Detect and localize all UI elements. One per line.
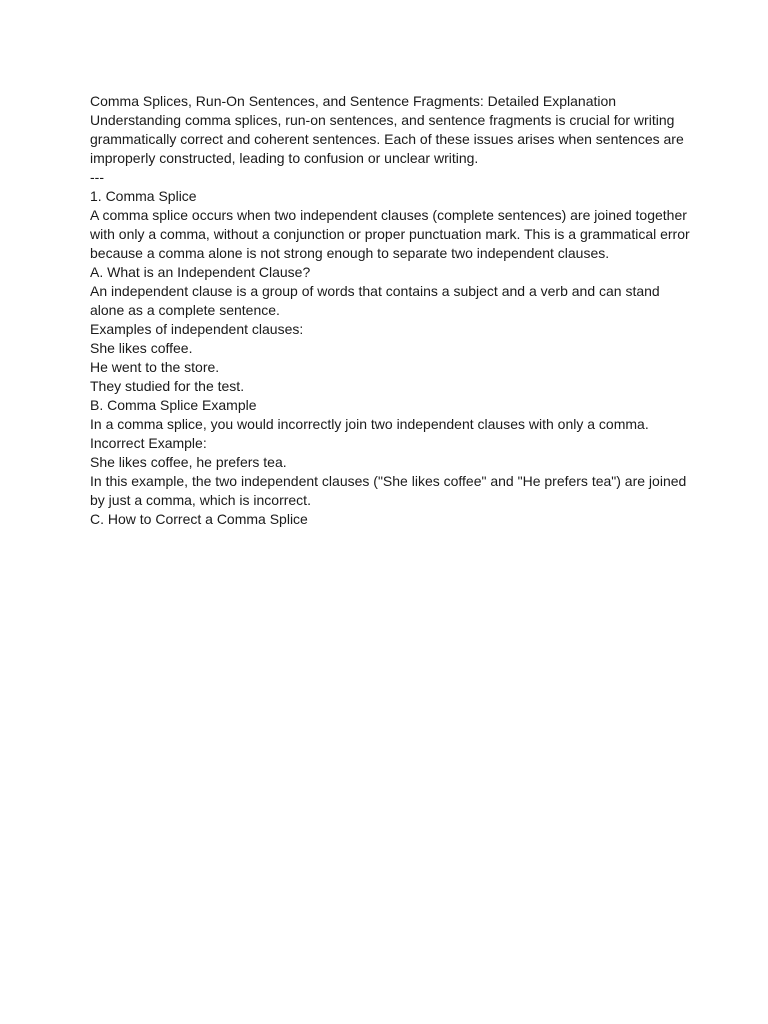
examples-label: Examples of independent clauses: [90, 321, 304, 337]
intro-paragraph: Understanding comma splices, run-on sentences, and sentence fragments is crucial for writing grammatically correct and coherent sentences. Each of these issues arises when sentences are improperly constructed, leading to confusion or unclear writing. [90, 112, 684, 166]
independent-clause-definition: An independent clause is a group of words that contains a subject and a verb and can stand alone as a complete sentence. [90, 283, 660, 318]
example-item: They studied for the test. [90, 378, 245, 394]
document-body [90, 92, 690, 529]
section-heading-comma-splice: 1. Comma Splice [90, 188, 197, 204]
subheading-independent-clause: A. What is an Independent Clause? [90, 264, 311, 280]
incorrect-example-label: Incorrect Example: [90, 435, 207, 451]
document-title: Comma Splices, Run-On Sentences, and Sentence Fragments: Detailed Explanation [90, 93, 617, 109]
incorrect-example: She likes coffee, he prefers tea. [90, 454, 287, 470]
section-separator: --- [90, 169, 104, 185]
subheading-comma-splice-example: B. Comma Splice Example [90, 397, 257, 413]
example-item: She likes coffee. [90, 340, 193, 356]
comma-splice-definition: A comma splice occurs when two independent clauses (complete sentences) are joined together with only a comma, without a conjunction or proper punctuation mark. This is a grammatical error because a comma alone is not strong enough to separate two independent clauses. [90, 207, 690, 261]
subheading-correct-comma-splice: C. How to Correct a Comma Splice [90, 511, 308, 527]
comma-splice-example-intro: In a comma splice, you would incorrectly join two independent clauses with only a comma. [90, 416, 649, 432]
example-item: He went to the store. [90, 359, 220, 375]
incorrect-example-explanation: In this example, the two independent clauses ("She likes coffee" and "He prefers tea") are joined by just a comma, which is incorrect. [90, 473, 687, 508]
